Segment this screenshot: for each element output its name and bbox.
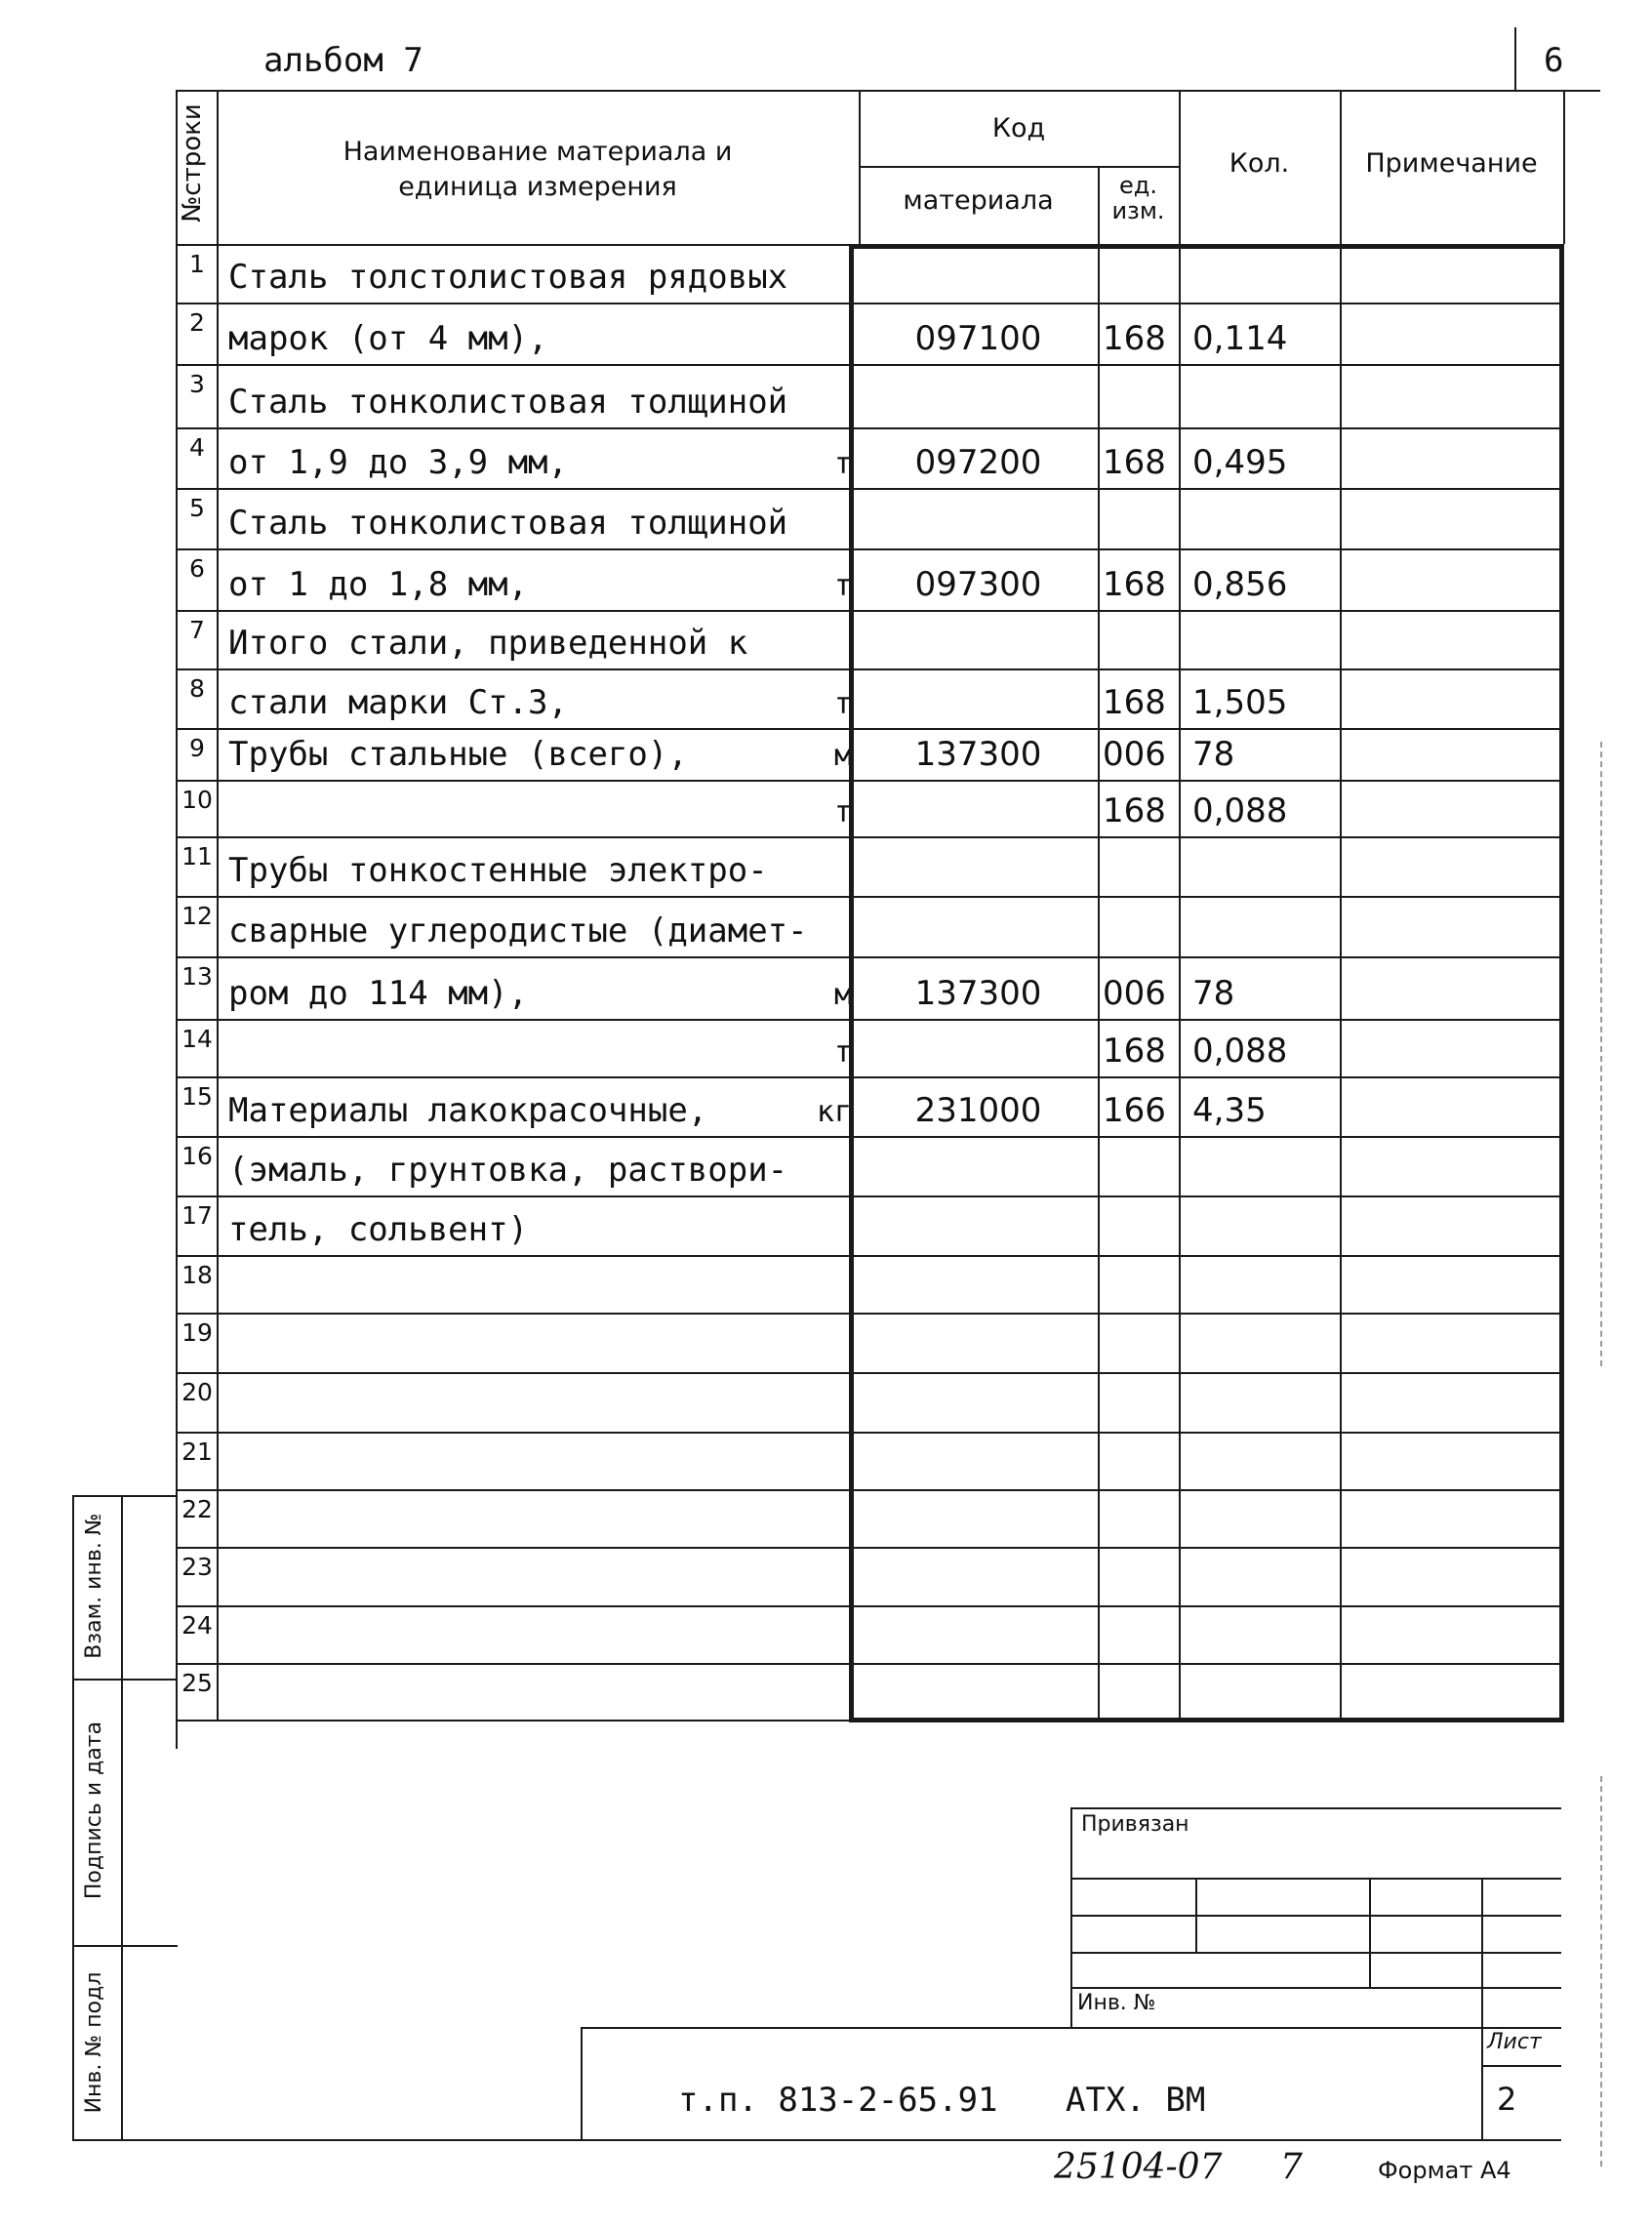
row-material-code: 137300 [914,735,1042,774]
row-qty: 0,495 [1192,443,1288,482]
tb-col-3 [1481,1878,1483,2139]
row-unit-code: 006 [1103,735,1166,774]
list-value: 2 [1497,2081,1517,2118]
table-row [176,1432,1563,1489]
row-number: 16 [181,1142,213,1170]
tb-col-2 [1369,1878,1371,1987]
row-number: 14 [181,1025,213,1053]
page-number: 6 [1544,41,1564,80]
stamp-vzam: Взам. инв. № [82,1513,106,1659]
row-name: (эмаль, грунтовка, раствори- [228,1151,788,1190]
format-label: Формат А4 [1378,2157,1511,2184]
tb-line-2 [1070,1915,1561,1917]
row-material-code: 097100 [914,319,1042,358]
tb-top [1070,1807,1561,1809]
table-row [176,1605,1563,1663]
header-unit-line2: изм. [1111,197,1165,224]
row-number: 3 [189,370,205,398]
row-unit-code: 168 [1103,443,1166,482]
row-material-code: 137300 [914,974,1042,1013]
row-qty: 1,505 [1192,683,1288,722]
row-number: 6 [189,554,205,583]
tb-line-3 [1070,1952,1561,1954]
col-qty-divider [1340,244,1342,1720]
col-material-divider [1098,244,1100,1720]
row-number: 20 [181,1378,213,1406]
table-row [176,1547,1563,1605]
row-number: 25 [181,1669,213,1697]
copy-mark: 7 [1280,2147,1303,2187]
row-qty: 78 [1192,735,1235,774]
row-number: 15 [181,1082,213,1111]
row-unit-code: 168 [1103,791,1166,830]
col-name-divider [849,244,854,1720]
row-unit: кг [816,1095,852,1129]
tb-left [1070,1807,1072,2027]
stamp-frame-left [72,1495,74,2139]
header-name-line2: единица измерения [398,172,677,202]
doc-suffix: АТХ. ВМ [1066,2081,1206,2120]
header-unit-line1: ед. [1119,172,1157,199]
row-unit: т [833,569,852,603]
main-stamp-top [581,2027,1561,2029]
row-unit-code: 168 [1103,319,1166,358]
stamp-divider-2 [72,1945,178,1947]
tb-line-1 [1070,1878,1561,1880]
trim-line-right-upper [1600,742,1602,1366]
row-number: 18 [181,1261,213,1289]
row-unit: м [833,739,852,773]
album-label: альбом 7 [263,41,423,80]
row-unit: т [833,795,852,830]
header-qty: Кол. [1229,148,1290,179]
row-number: 17 [181,1201,213,1230]
stamp-podpis: Подпись и дата [82,1721,106,1900]
row-number: 2 [189,308,205,337]
row-unit: м [833,978,852,1012]
row-unit-code: 006 [1103,974,1166,1013]
row-unit-code: 168 [1103,565,1166,604]
row-unit-code: 168 [1103,683,1166,722]
code-subheader-line [859,166,1179,168]
row-qty: 0,088 [1192,791,1288,830]
stamp-top [72,1495,178,1497]
row-name: Трубы тонкостенные электро- [228,851,768,890]
thick-top-border [849,244,1564,249]
header-col-divider-1 [217,90,219,244]
row-name: ром до 114 мм), [228,974,529,1013]
row-number: 11 [181,842,213,871]
row-qty: 0,856 [1192,565,1288,604]
row-name: от 1,9 до 3,9 мм, [228,443,568,482]
row-unit: т [833,687,852,721]
row-material-code: 097200 [914,443,1042,482]
row-name: Сталь толстолистовая рядовых [228,258,788,297]
row-number: 10 [181,786,213,814]
row-name: Сталь тонколистовая толщиной [228,504,788,543]
col-unit-divider [1179,244,1181,1720]
col-right-border [1559,244,1564,1720]
stamp-divider-1 [72,1679,178,1681]
top-border [176,90,1600,92]
row-number: 24 [181,1611,213,1640]
row-name: стали марки Ст.3, [228,683,568,722]
tb-col-1 [1195,1878,1197,1952]
row-name: Трубы стальные (всего), [228,735,688,774]
row-unit: т [833,447,852,481]
tb-line-4 [1070,1987,1561,1989]
privyazan-label: Привязан [1081,1812,1189,1837]
list-divider [1481,2065,1561,2067]
header-note: Примечание [1365,148,1538,179]
header-col-divider-6 [1563,90,1565,244]
trim-line-right-lower [1600,1776,1602,2167]
row-name: марок (от 4 мм), [228,319,548,358]
row-number: 13 [181,962,213,991]
row-unit: т [833,1035,852,1070]
row-number: 4 [189,433,205,462]
row-qty: 0,088 [1192,1032,1288,1071]
row-unit-code: 166 [1103,1091,1166,1130]
row-number: 22 [181,1495,213,1523]
header-material: материала [903,185,1054,216]
inv-no-label: Инв. № [1077,1991,1156,2015]
stamp-inv-podl: Инв. № подл [82,1971,106,2114]
doc-code: т.п. 813-2-65.91 [678,2081,998,2120]
row-unit-code: 168 [1103,1032,1166,1071]
header-name-line1: Наименование материала и [342,137,733,167]
row-number: 21 [181,1438,213,1466]
row-number: 12 [181,902,213,930]
table-row [176,780,1563,836]
table-row [176,1019,1563,1076]
row-number: 19 [181,1318,213,1347]
row-material-code: 097300 [914,565,1042,604]
stamp-frame-inner [121,1495,123,2139]
row-name: Сталь тонколистовая толщиной [228,383,788,422]
row-name: тель, сольвент) [228,1210,529,1249]
row-qty: 78 [1192,974,1235,1013]
row-number: 1 [189,250,205,278]
row-number: 9 [189,734,205,762]
row-number: 5 [189,494,205,522]
row-number: 23 [181,1553,213,1581]
row-number: 8 [189,674,205,703]
row-name: Итого стали, приведенной к [228,624,748,663]
table-row [176,1313,1563,1372]
main-stamp-left [581,2027,583,2139]
row-name: сварные углеродистые (диамет- [228,911,808,951]
header-row-no: №строки [178,103,207,223]
row-qty: 4,35 [1192,1091,1267,1130]
table-row [176,1255,1563,1313]
table-row [176,1372,1563,1432]
header-code: Код [991,113,1046,143]
row-name: Материалы лакокрасочные, [228,1091,708,1130]
row-qty: 0,114 [1192,319,1288,358]
list-label: Лист [1487,2030,1542,2054]
row-number: 7 [189,616,205,644]
handwritten-number: 25104-07 [1054,2147,1223,2187]
table-row [176,1663,1563,1720]
table-row [176,1489,1563,1547]
row-material-code: 231000 [914,1091,1042,1130]
thick-bottom-border [849,1718,1564,1722]
frame-bottom [72,2139,1561,2141]
col-row-no-divider [217,244,219,1720]
row-name: от 1 до 1,8 мм, [228,565,529,604]
top-right-divider [1514,27,1516,92]
